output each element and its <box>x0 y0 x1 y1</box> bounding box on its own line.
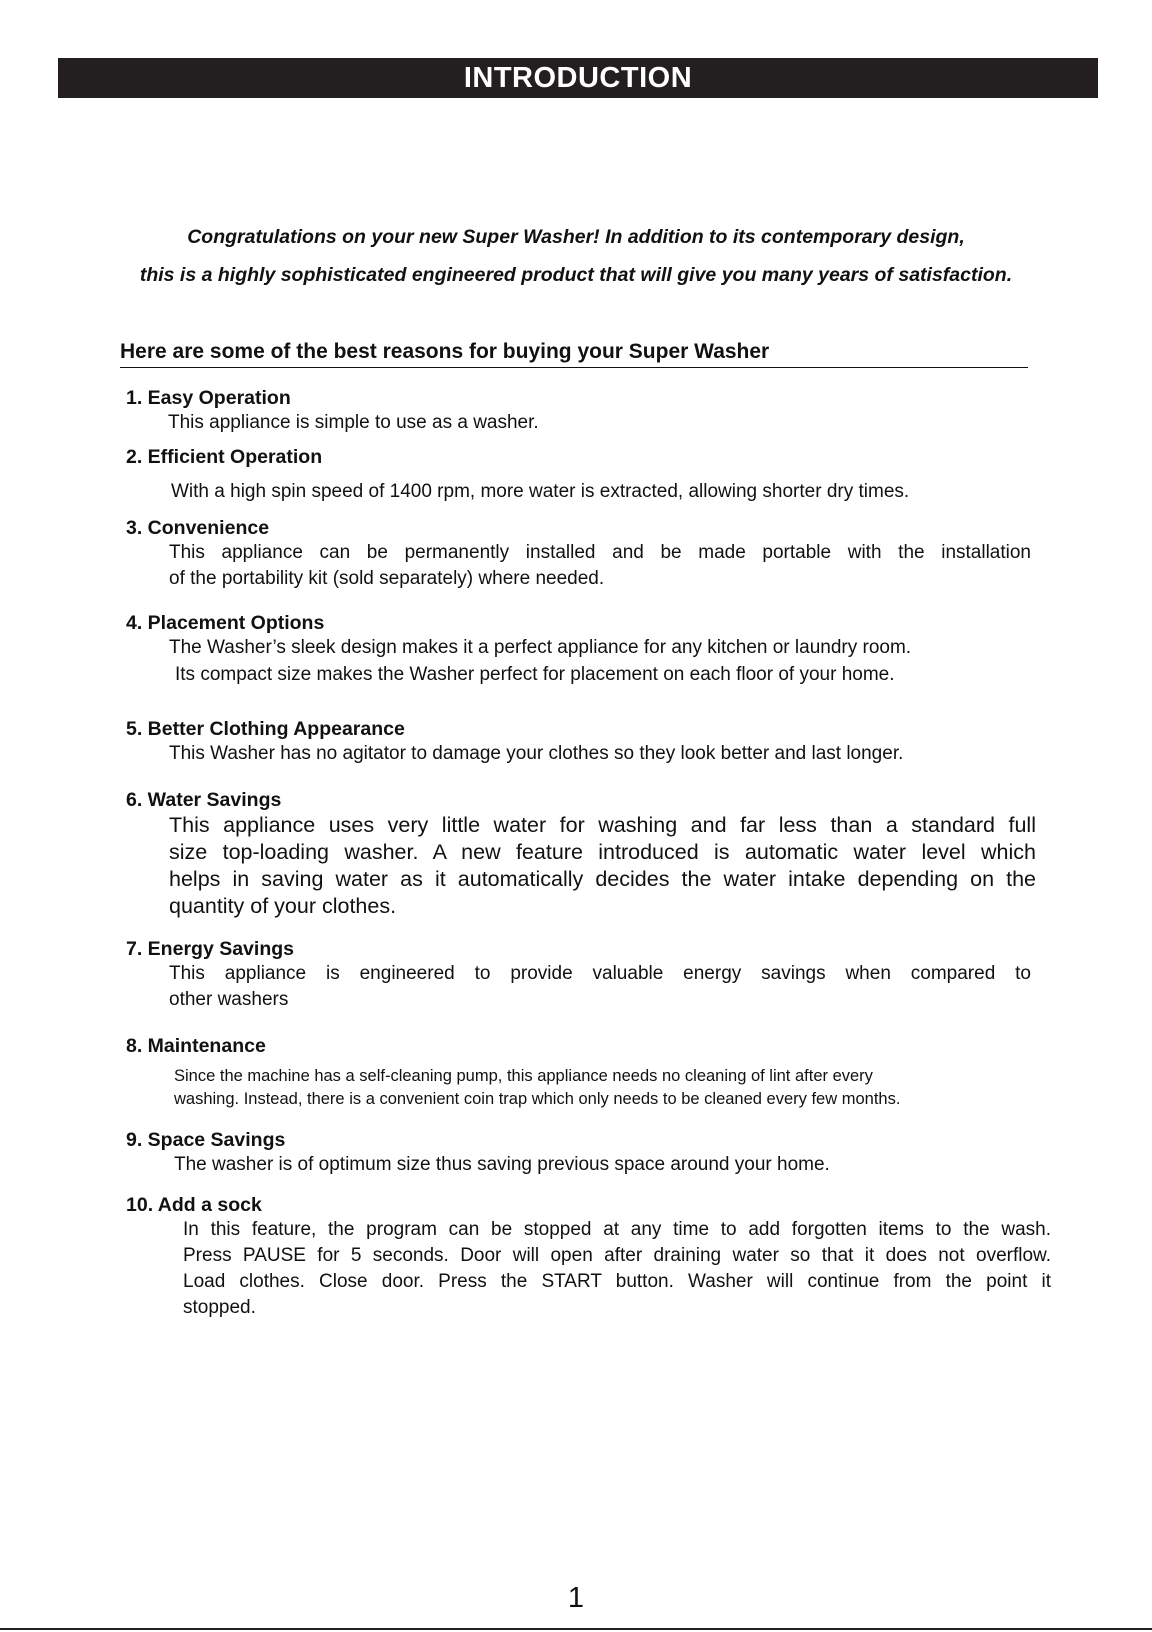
feature-line: In this feature, the program can be stopped at any time to add forgotten items to the wash. <box>183 1219 1051 1240</box>
intro-line: this is a highly sophisticated engineered product that will give you many years of satisfaction. <box>139 264 1013 286</box>
feature-line: size top-loading washer. A new feature introduced is automatic water level which <box>169 840 1036 864</box>
feature-line: The Washer’s sleek design makes it a perfect appliance for any kitchen or laundry room. <box>169 637 912 658</box>
feature-line: Since the machine has a self-cleaning pump, this appliance needs no cleaning of lint after every <box>174 1067 873 1085</box>
feature-description <box>169 961 1031 1013</box>
feature-description <box>169 635 1046 688</box>
feature-line: stopped. <box>183 1297 256 1318</box>
feature-item <box>126 788 1036 920</box>
page-number: 1 <box>567 1582 585 1614</box>
intro-line: Congratulations on your new Super Washer! In addition to its contemporary design, <box>187 226 965 248</box>
feature-description <box>174 1065 1066 1111</box>
feature-line: Load clothes. Close door. Press the START button. Washer will continue from the point it <box>183 1271 1051 1292</box>
feature-line: Its compact size makes the Washer perfect for placement on each floor of your home. <box>175 664 895 685</box>
feature-item <box>126 1193 1051 1321</box>
feature-line: This Washer has no agitator to damage your clothes so they look better and last longer. <box>169 743 904 764</box>
feature-item <box>126 516 1031 592</box>
feature-title: 1. Easy Operation <box>126 387 291 409</box>
feature-item <box>126 445 1026 505</box>
page-title: INTRODUCTION <box>58 58 1098 98</box>
feature-description <box>169 812 1036 920</box>
feature-title: 10. Add a sock <box>126 1194 262 1216</box>
feature-item <box>126 386 1026 436</box>
feature-item <box>126 611 1046 688</box>
feature-title: 6. Water Savings <box>126 789 282 811</box>
feature-description <box>169 741 1046 767</box>
feature-description <box>168 410 1026 436</box>
feature-line: This appliance can be permanently installed and be made portable with the installation <box>169 542 1031 563</box>
feature-item <box>126 1034 1066 1111</box>
feature-title: 9. Space Savings <box>126 1129 286 1151</box>
feature-description <box>169 540 1031 592</box>
feature-line: quantity of your clothes. <box>169 894 397 918</box>
feature-description <box>174 1152 1026 1178</box>
section-heading: Here are some of the best reasons for buying your Super Washer <box>120 338 1028 368</box>
feature-title: 8. Maintenance <box>126 1035 266 1057</box>
feature-line: washing. Instead, there is a convenient coin trap which only needs to be cleaned every few months. <box>174 1090 901 1108</box>
feature-title: 2. Efficient Operation <box>126 446 323 468</box>
feature-line: other washers <box>169 989 289 1010</box>
feature-line: This appliance is simple to use as a washer. <box>168 412 539 433</box>
feature-line: helps in saving water as it automatically decides the water intake depending on the <box>169 867 1036 891</box>
feature-line: This appliance uses very little water for washing and far less than a standard full <box>169 813 1036 837</box>
feature-line: With a high spin speed of 1400 rpm, more water is extracted, allowing shorter dry times. <box>171 481 910 502</box>
feature-line: Press PAUSE for 5 seconds. Door will open after draining water so that it does not overflow. <box>183 1245 1051 1266</box>
feature-item <box>126 937 1031 1013</box>
bottom-divider <box>0 1628 1152 1630</box>
feature-line: This appliance is engineered to provide valuable energy savings when compared to <box>169 963 1031 984</box>
intro-paragraph <box>60 218 1092 294</box>
feature-description <box>183 1217 1051 1321</box>
feature-item <box>126 1128 1026 1178</box>
feature-line: of the portability kit (sold separately) where needed. <box>169 568 605 589</box>
feature-title: 5. Better Clothing Appearance <box>126 718 405 740</box>
feature-title: 4. Placement Options <box>126 612 325 634</box>
feature-line: The washer is of optimum size thus saving previous space around your home. <box>174 1154 830 1175</box>
feature-description <box>171 479 1026 505</box>
feature-title: 7. Energy Savings <box>126 938 294 960</box>
feature-item <box>126 717 1046 767</box>
feature-title: 3. Convenience <box>126 517 270 539</box>
